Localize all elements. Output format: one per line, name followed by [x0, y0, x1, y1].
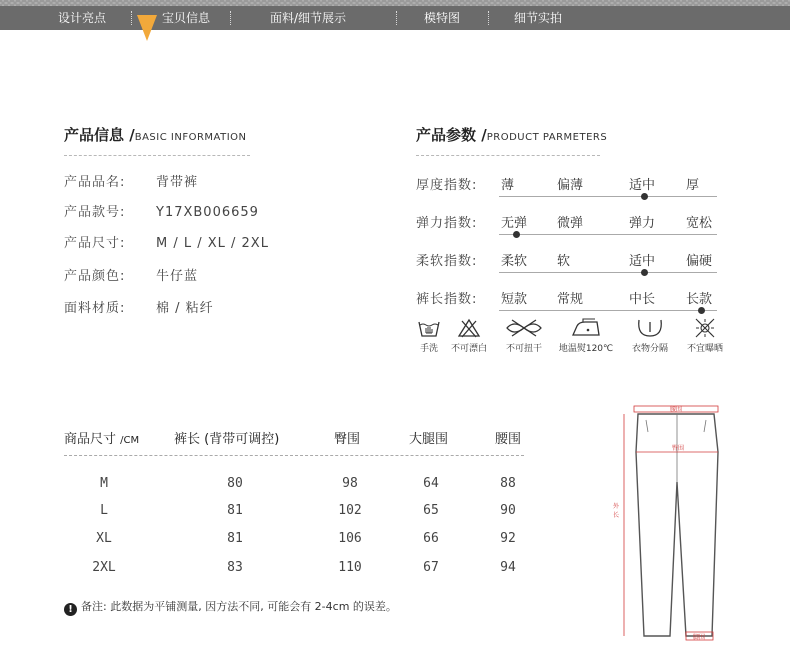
- product-params-subtitle: PRODUCT PARMETERS: [486, 132, 608, 143]
- nav-tab-model[interactable]: 模特图: [424, 11, 461, 25]
- info-icon: !: [64, 603, 77, 616]
- care-label: 不可扭干: [505, 344, 542, 354]
- divider: [64, 155, 250, 156]
- table-divider: [64, 455, 524, 456]
- table-cell-size: L: [100, 503, 108, 518]
- param-option: 微弹: [557, 216, 584, 231]
- product-params-title: 产品参数: [416, 126, 477, 144]
- param-selected-dot: [698, 307, 705, 314]
- nav-tab-product-info[interactable]: 宝贝信息: [162, 11, 211, 25]
- nav-separator: [131, 11, 132, 25]
- param-option: 短款: [501, 292, 528, 307]
- table-cell: 102: [338, 503, 362, 518]
- info-row-name: [64, 171, 198, 190]
- info-value: 牛仔蓝: [156, 269, 199, 284]
- care-label: 衣物分隔: [631, 344, 668, 354]
- care-item: [680, 318, 730, 354]
- table-cell: 88: [500, 476, 516, 491]
- table-cell: 94: [500, 560, 516, 575]
- table-cell: 92: [500, 531, 516, 546]
- nav-tab-details[interactable]: 细节实拍: [514, 11, 563, 25]
- no-sun-icon: [693, 318, 717, 338]
- info-label: 产品品名:: [64, 175, 126, 190]
- low-iron-icon: [569, 318, 603, 338]
- info-row-color: [64, 265, 198, 284]
- table-cell: 83: [227, 560, 243, 575]
- param-scale-line: [499, 234, 717, 235]
- care-item: [500, 318, 548, 354]
- info-value: M / L / XL / 2XL: [156, 236, 269, 251]
- diagram-label-length-2: 长: [613, 512, 620, 519]
- table-cell: 106: [338, 531, 362, 546]
- care-item: [446, 318, 492, 354]
- table-cell: 65: [423, 503, 439, 518]
- table-cell: 64: [423, 476, 439, 491]
- param-option: 偏硬: [686, 254, 713, 269]
- nav-separator: [230, 11, 231, 25]
- table-cell: 110: [338, 560, 362, 575]
- param-option: 适中: [629, 254, 656, 269]
- diagram-label-hip: 臀围: [671, 445, 685, 452]
- param-option: 偏薄: [557, 178, 584, 193]
- table-header-length: 裤长 (背带可调控): [174, 432, 280, 447]
- no-bleach-icon: [457, 318, 481, 338]
- diagram-label-hem: 脚围: [692, 634, 706, 641]
- table-cell: 81: [227, 531, 243, 546]
- table-header-waist: 腰围: [495, 432, 522, 447]
- table-header-hip: 臀围: [334, 432, 361, 447]
- param-option: 常规: [557, 292, 584, 307]
- hand-wash-icon: [417, 318, 441, 338]
- unit-label: /CM: [120, 435, 140, 446]
- product-info-subtitle: BASIC INFORMATION: [134, 132, 247, 143]
- param-scale-line: [499, 196, 717, 197]
- product-info-title: 产品信息: [64, 126, 125, 144]
- param-option: 薄: [501, 178, 515, 193]
- wash-separately-icon: [635, 318, 665, 338]
- table-header-thigh: 大腿围: [409, 432, 449, 447]
- info-value: 背带裤: [156, 175, 199, 190]
- no-wring-icon: [504, 318, 544, 338]
- info-row-size: [64, 232, 269, 251]
- measurement-note: [64, 598, 397, 616]
- care-item: [416, 318, 442, 354]
- table-cell: 67: [423, 560, 439, 575]
- product-info-heading: 产品信息 /BASIC INFORMATION: [64, 126, 247, 144]
- table-cell-size: XL: [96, 531, 112, 546]
- param-option: 弹力: [629, 216, 656, 231]
- param-option: 适中: [629, 178, 656, 193]
- product-params-heading: 产品参数 /PRODUCT PARMETERS: [416, 126, 608, 144]
- param-option: 柔软: [501, 254, 528, 269]
- care-item: [626, 318, 674, 354]
- table-cell: 81: [227, 503, 243, 518]
- diagram-label-waist: 腰围: [669, 406, 683, 413]
- info-row-material: [64, 297, 214, 316]
- diagram-label-length: 外: [613, 503, 620, 510]
- info-label: 产品尺寸:: [64, 236, 126, 251]
- nav-tab-design[interactable]: 设计亮点: [58, 11, 107, 25]
- param-selected-dot: [641, 269, 648, 276]
- header-label: 商品尺寸: [64, 432, 117, 447]
- table-cell: 66: [423, 531, 439, 546]
- param-scale-line: [499, 272, 717, 273]
- pants-measurement-diagram: [600, 400, 730, 645]
- param-label: 弹力指数:: [416, 216, 478, 231]
- param-selected-dot: [513, 231, 520, 238]
- nav-separator: [488, 11, 489, 25]
- active-tab-pointer-icon: [137, 15, 157, 41]
- care-label: 地温熨120℃: [558, 344, 614, 354]
- care-label: 不可漂白: [450, 344, 487, 354]
- table-cell-size: 2XL: [92, 560, 116, 575]
- param-option: 宽松: [686, 216, 713, 231]
- nav-bar: [0, 6, 790, 30]
- divider: [416, 155, 600, 156]
- table-cell-size: M: [100, 476, 108, 491]
- param-scale-line: [499, 310, 717, 311]
- care-item: [556, 318, 616, 354]
- info-value: Y17XB006659: [156, 205, 259, 220]
- param-option: 无弹: [501, 216, 528, 231]
- param-label: 柔软指数:: [416, 254, 478, 269]
- param-selected-dot: [641, 193, 648, 200]
- param-label: 厚度指数:: [416, 178, 478, 193]
- care-label: 不宜曝晒: [686, 344, 723, 354]
- nav-tab-fabric[interactable]: 面料/细节展示: [270, 11, 347, 25]
- table-header-size: [64, 428, 139, 447]
- info-label: 产品颜色:: [64, 269, 126, 284]
- care-label: 手洗: [419, 344, 438, 354]
- info-label: 产品款号:: [64, 205, 126, 220]
- param-option: 长款: [686, 292, 713, 307]
- note-text: 备注: 此数据为平铺测量, 因方法不同, 可能会有 2-4cm 的误差。: [81, 600, 397, 613]
- table-cell: 80: [227, 476, 243, 491]
- param-option: 软: [557, 254, 571, 269]
- info-label: 面料材质:: [64, 301, 126, 316]
- nav-separator: [396, 11, 397, 25]
- table-cell: 90: [500, 503, 516, 518]
- table-cell: 98: [342, 476, 358, 491]
- param-option: 厚: [686, 178, 700, 193]
- info-value: 棉 / 粘纤: [156, 301, 214, 316]
- param-label: 裤长指数:: [416, 292, 478, 307]
- param-option: 中长: [629, 292, 656, 307]
- info-row-code: [64, 201, 259, 220]
